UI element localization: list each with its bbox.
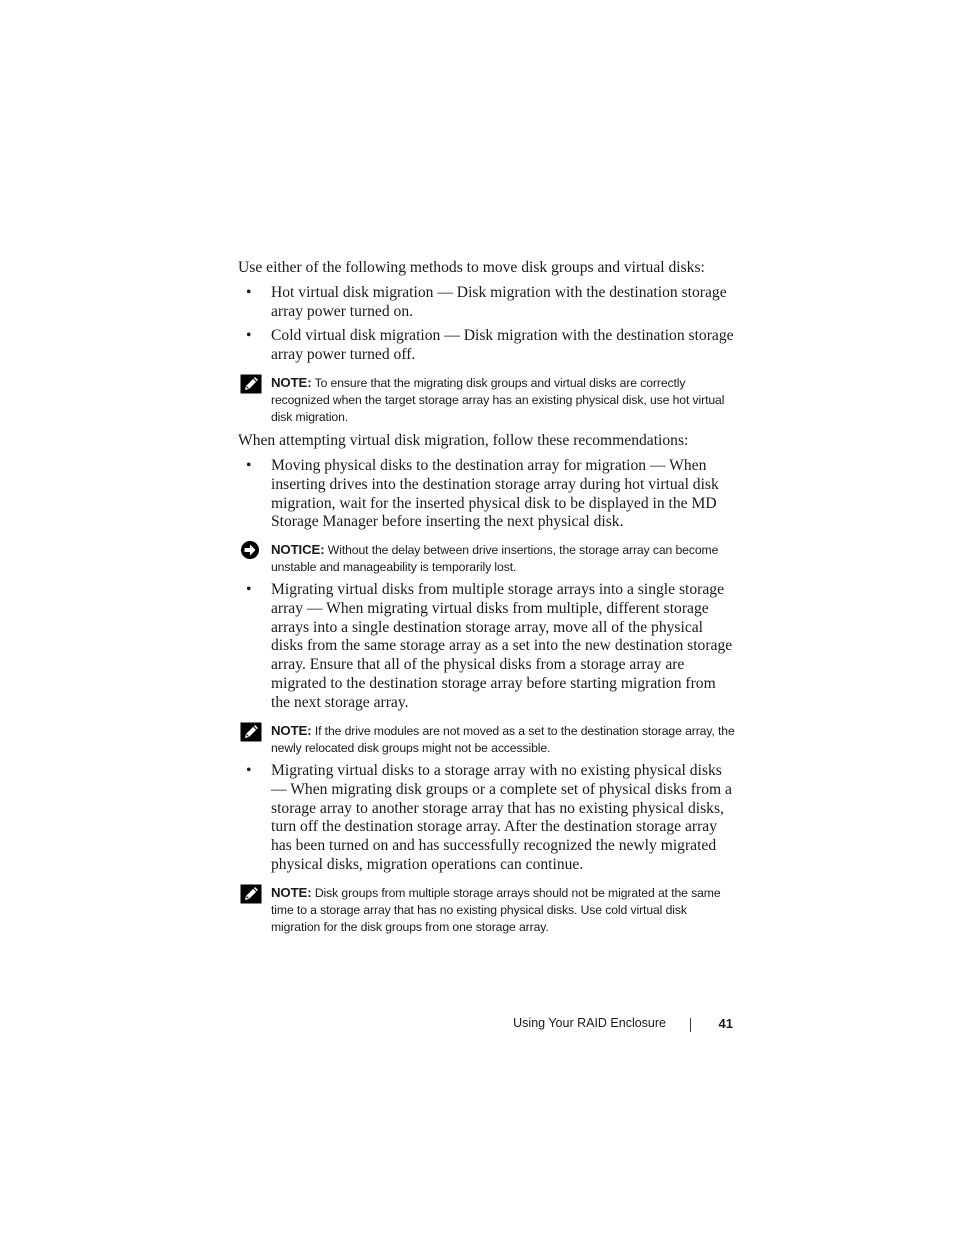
page-number: 41 (718, 1016, 733, 1031)
list-item (238, 327, 738, 365)
list-item (238, 284, 738, 322)
footer-separator (690, 1018, 691, 1032)
note-2 (238, 722, 738, 757)
recommend-list-2 (238, 581, 738, 716)
bullet-dot: • (246, 327, 252, 344)
note-label: NOTE: (271, 375, 312, 390)
recommend-paragraph (238, 432, 738, 451)
list-item (238, 762, 738, 875)
recommend-list-1 (238, 457, 738, 537)
list-item (238, 457, 738, 532)
pencil-note-icon (240, 722, 262, 742)
list-item (238, 581, 738, 713)
pencil-note-icon (240, 884, 262, 904)
notice-text: Without the delay between drive insertions, the storage array can become unstable and manageability is temporarily lost. (271, 543, 719, 574)
list-item-text: Migrating virtual disks to a storage array with no existing physical disks — When migrating disk groups or a complete set of physical disks from a storage array to another storage array that has no existing physical disks, turn off the destination storage array. After the destination storage array has been turned on and has successfully recognized the newly migrated physical disks, migration operations can continue. (271, 762, 732, 873)
note-3 (238, 884, 738, 936)
list-item-text: Migrating virtual disks from multiple storage arrays into a single storage array — When migrating virtual disks from multiple, different storage arrays into a single destination storage array, move all of the physical disks from the same storage array as a set into the new destination storage array. Ensure that all of the physical disks from a storage array are migrated to the destination storage array before starting migration from the next storage array. (271, 581, 733, 711)
bullet-dot: • (246, 457, 252, 474)
pencil-note-icon (240, 374, 262, 394)
footer-section-title: Using Your RAID Enclosure (513, 1016, 666, 1030)
note-1 (238, 374, 738, 426)
notice (238, 541, 738, 576)
note-text: Disk groups from multiple storage arrays should not be migrated at the same time to a storage array that has no existing physical disks. Use cold virtual disk migration for the disk groups from one storage array. (271, 886, 721, 934)
recommend-list-3 (238, 762, 738, 877)
notice-label: NOTICE: (271, 542, 325, 557)
method-list (238, 284, 738, 364)
note-label: NOTE: (271, 885, 312, 900)
list-item-text: Cold virtual disk migration — Disk migration with the destination storage array power turned off. (271, 327, 734, 363)
list-item-text: Moving physical disks to the destination array for migration — When inserting drives into the destination storage array during hot virtual disk migration, wait for the inserted physical disk to be displayed in the MD Storage Manager before inserting the next physical disk. (271, 457, 719, 531)
page-footer (0, 1016, 954, 1036)
note-box (238, 722, 738, 762)
note-text: If the drive modules are not moved as a set to the destination storage array, the newly relocated disk groups might not be accessible. (271, 724, 735, 755)
intro-paragraph (238, 259, 738, 278)
bullet-dot: • (246, 284, 252, 301)
arrow-notice-icon (240, 541, 262, 561)
intro-text: Use either of the following methods to move disk groups and virtual disks: (238, 259, 705, 276)
bullet-dot: • (246, 762, 252, 779)
bullet-dot: • (246, 581, 252, 598)
note-box (238, 884, 738, 939)
note-text: To ensure that the migrating disk groups and virtual disks are correctly recognized when the target storage array has an existing physical disk, use hot virtual disk migration. (271, 376, 725, 424)
recommend-text: When attempting virtual disk migration, follow these recommendations: (238, 432, 689, 449)
note-label: NOTE: (271, 723, 312, 738)
notice-box (238, 541, 738, 581)
list-item-text: Hot virtual disk migration — Disk migration with the destination storage array power turned on. (271, 284, 727, 320)
note-box (238, 374, 738, 429)
